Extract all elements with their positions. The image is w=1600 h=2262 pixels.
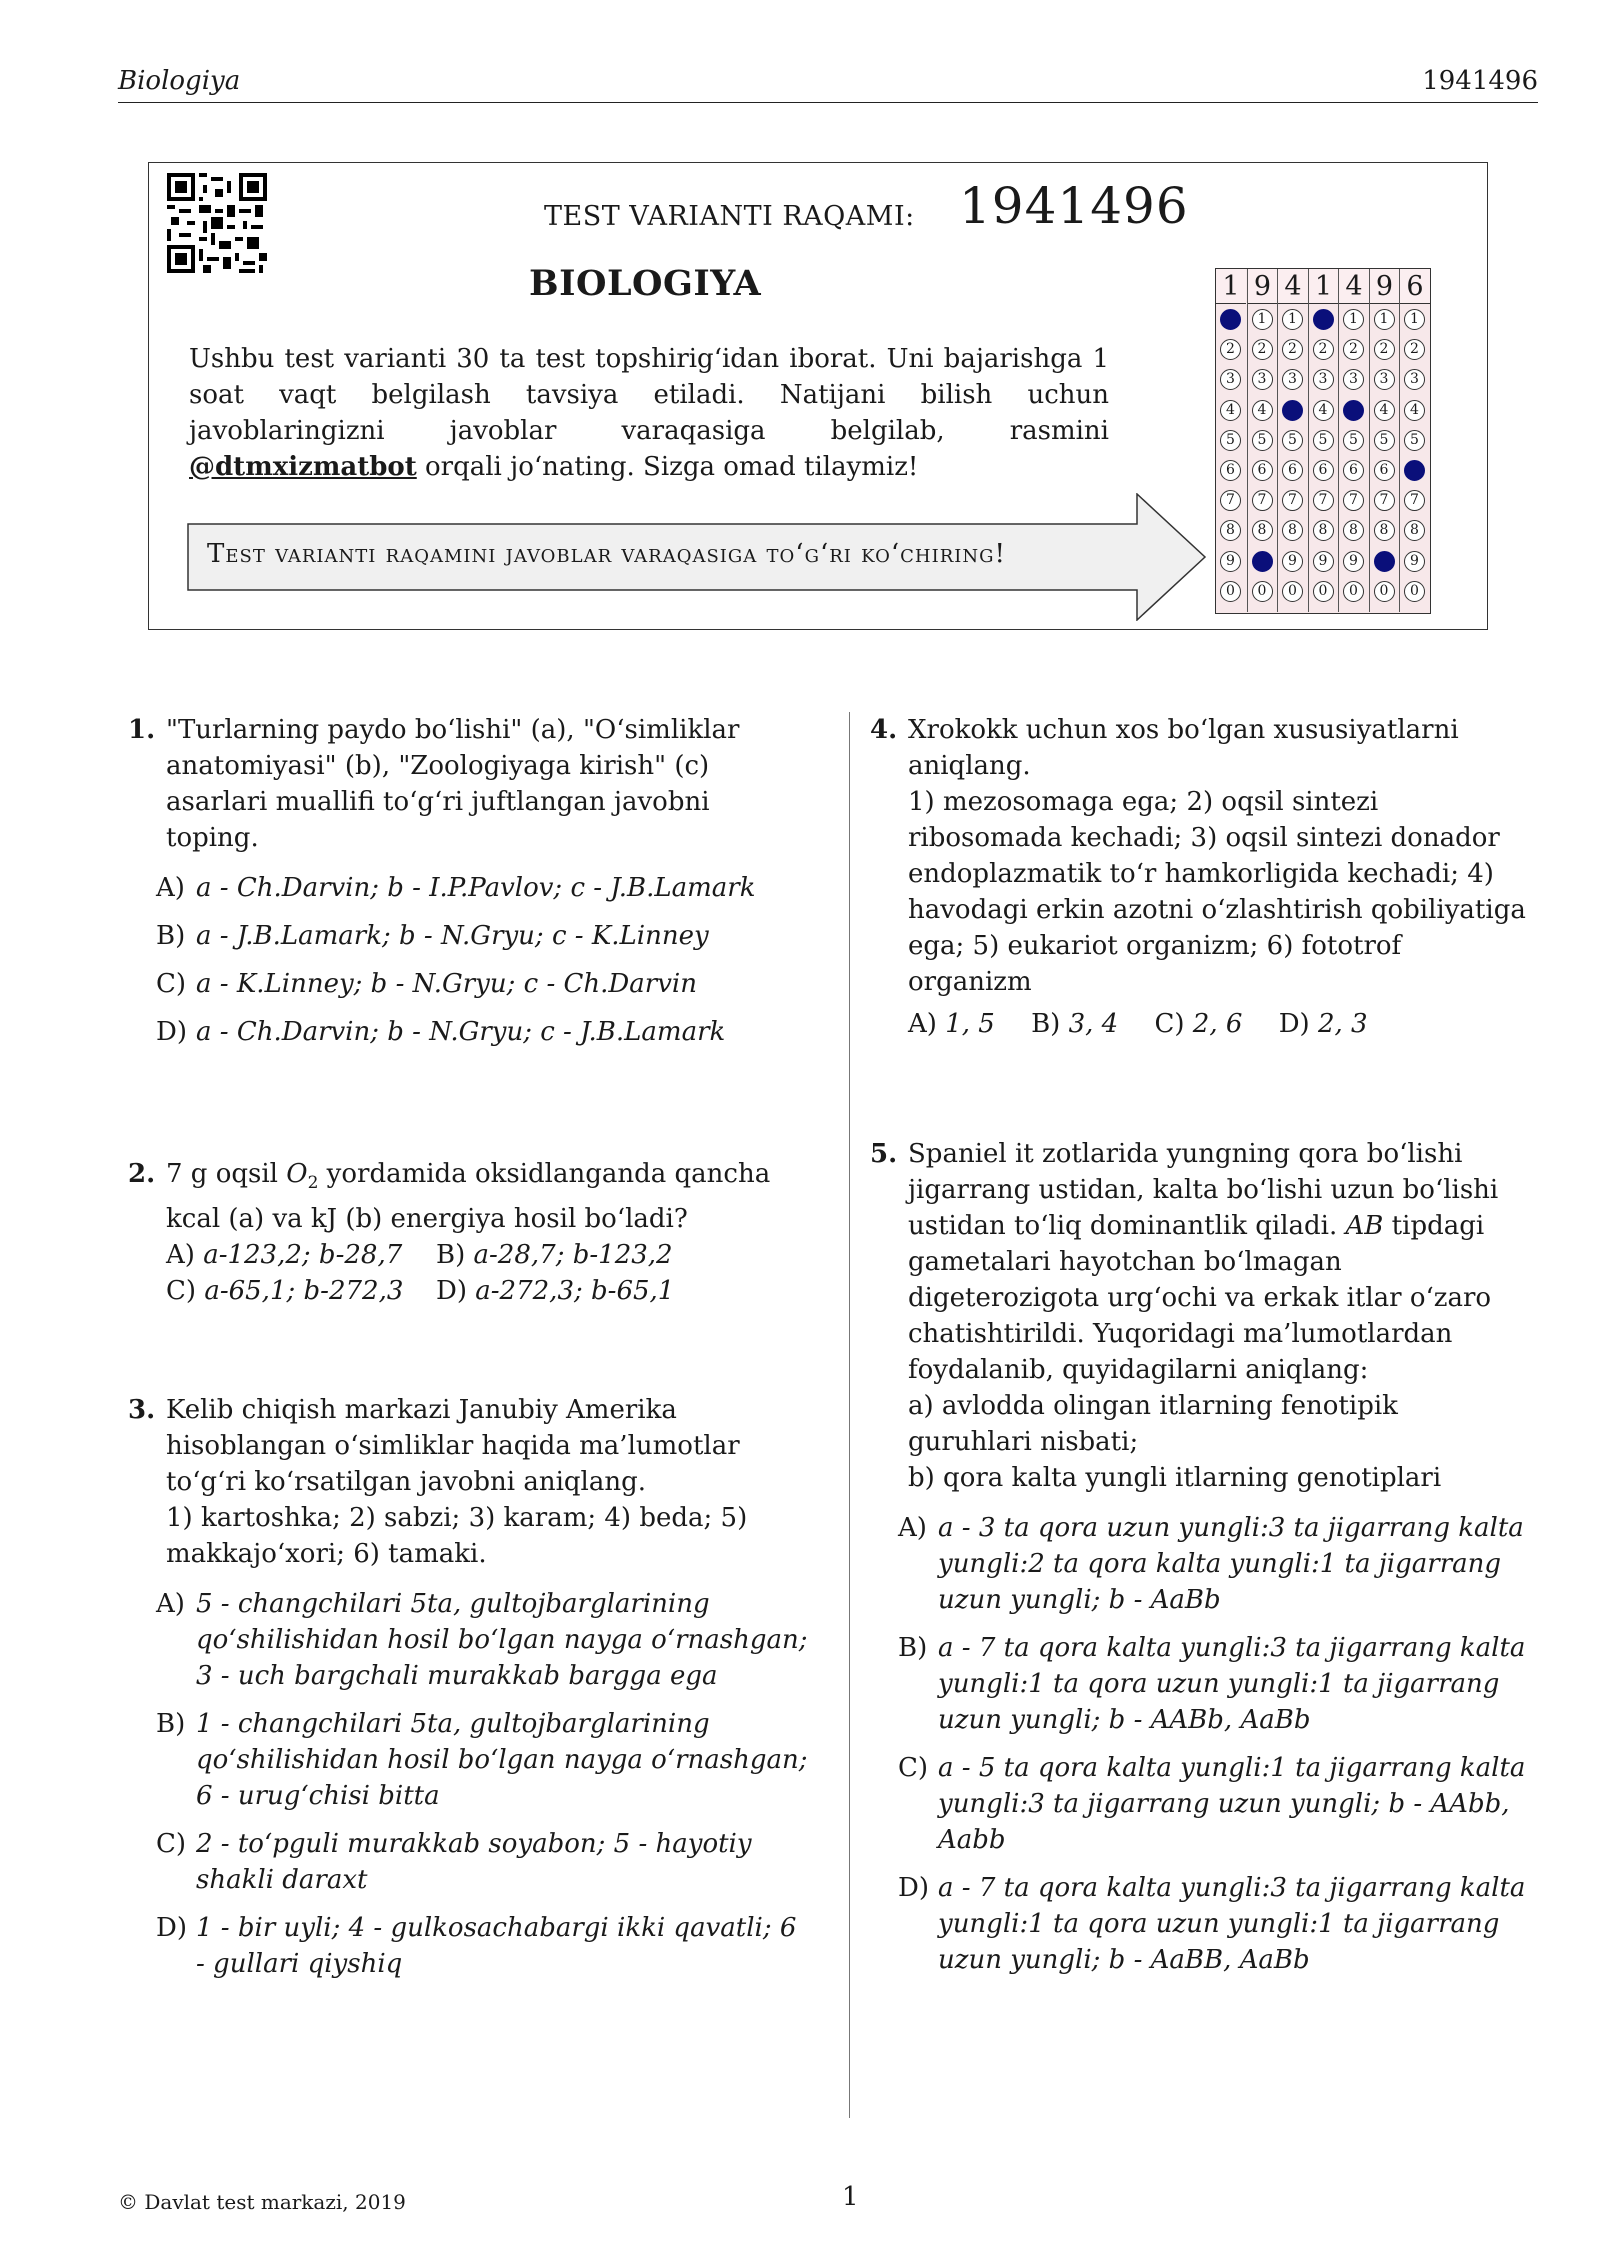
bubble: 6 bbox=[1282, 460, 1303, 481]
question-number: 3. bbox=[128, 1395, 156, 1425]
option-c[interactable]: C) 2, 6 bbox=[1154, 1009, 1243, 1039]
digit-header: 4 bbox=[1278, 269, 1308, 304]
bubble: 0 bbox=[1404, 581, 1425, 602]
option-c[interactable]: C) 2 - to‘pguli murakkab soyabon; 5 - hayotiy shakli daraxt bbox=[156, 1829, 752, 1895]
bubble: 8 bbox=[1374, 520, 1395, 541]
option-b[interactable]: B) 3, 4 bbox=[1031, 1009, 1119, 1039]
digit-header: 1 bbox=[1216, 269, 1246, 304]
question-text: "Turlarning paydo bo‘lishi" (a), "O‘simliklar anatomiyasi" (b), "Zoologiyaga kirish" (c) asarlari muallifi to‘g‘ri juftlangan javobni toping. bbox=[166, 715, 740, 853]
digit-header: 6 bbox=[1400, 269, 1430, 304]
bubble: 6 bbox=[1313, 460, 1334, 481]
bubble: 2 bbox=[1343, 339, 1364, 360]
formula: O bbox=[286, 1159, 308, 1189]
header-subject: Biologiya bbox=[118, 66, 241, 96]
bubble-filled bbox=[1343, 400, 1364, 421]
digit-column bbox=[1369, 269, 1399, 612]
column-divider bbox=[849, 712, 850, 2118]
bubble: 3 bbox=[1343, 369, 1364, 390]
bubble: 8 bbox=[1404, 520, 1425, 541]
bubble: 0 bbox=[1313, 581, 1334, 602]
digit-header: 4 bbox=[1339, 269, 1369, 304]
question-2 bbox=[128, 1156, 808, 1309]
option-a[interactable]: A) 5 - changchilari 5ta, gultojbarglarining qo‘shilishidan hosil bo‘lgan nayga o‘rnashgan; 3 - uch bargchali murakkab bargga ega bbox=[156, 1589, 808, 1691]
option-a[interactable]: A) 1, 5 bbox=[908, 1009, 995, 1039]
bubble: 4 bbox=[1313, 400, 1334, 421]
bubble: 8 bbox=[1343, 520, 1364, 541]
bubble: 0 bbox=[1343, 581, 1364, 602]
bubble-filled bbox=[1374, 551, 1395, 572]
bubble: 1 bbox=[1374, 309, 1395, 330]
telegram-bot-link[interactable]: @dtmxizmatbot bbox=[189, 452, 417, 482]
qr-code-icon bbox=[167, 173, 267, 273]
bubble: 9 bbox=[1404, 551, 1425, 572]
digit-header: 1 bbox=[1309, 269, 1339, 304]
bubble: 6 bbox=[1220, 460, 1241, 481]
bubble: 1 bbox=[1343, 309, 1364, 330]
bubble: 7 bbox=[1252, 490, 1273, 511]
bubble: 9 bbox=[1343, 551, 1364, 572]
option-d[interactable]: D) a - 7 ta qora kalta yungli:3 ta jigarrang kalta yungli:1 ta qora uzun yungli:1 ta jigarrang uzun yungli; b - AaBB, AaBb bbox=[898, 1873, 1526, 1975]
bubble: 4 bbox=[1220, 400, 1241, 421]
option-b[interactable]: B) a-28,7; b-123,2 bbox=[436, 1240, 673, 1271]
digit-column bbox=[1308, 269, 1338, 612]
bubble-filled bbox=[1220, 309, 1241, 330]
option-b[interactable]: B) 1 - changchilari 5ta, gultojbarglarining qo‘shilishidan hosil bo‘lgan nayga o‘rnashgan; 6 - urug‘chisi bitta bbox=[156, 1709, 808, 1811]
digit-column bbox=[1338, 269, 1368, 612]
bubble: 7 bbox=[1404, 490, 1425, 511]
bubble-filled bbox=[1252, 551, 1273, 572]
genotype: AB bbox=[1345, 1211, 1384, 1241]
variant-bubble-grid bbox=[1215, 268, 1431, 614]
bubble: 5 bbox=[1282, 430, 1303, 451]
option-c[interactable]: C) a - K.Linney; b - N.Gryu; c - Ch.Darvin bbox=[156, 969, 697, 999]
option-c[interactable]: C) a - 5 ta qora kalta yungli:1 ta jigarrang kalta yungli:3 ta jigarrang uzun yungli; b - AAbb, Aabb bbox=[898, 1753, 1526, 1855]
bubble: 2 bbox=[1282, 339, 1303, 360]
question-number: 4. bbox=[870, 715, 898, 745]
question-4 bbox=[870, 712, 1530, 1042]
bubble: 5 bbox=[1313, 430, 1334, 451]
footer-copyright: © Davlat test markazi, 2019 bbox=[118, 2190, 406, 2214]
bubble: 9 bbox=[1282, 551, 1303, 572]
question-number: 5. bbox=[870, 1139, 898, 1169]
bubble: 3 bbox=[1220, 369, 1241, 390]
question-list: 1) kartoshka; 2) sabzi; 3) karam; 4) beda; 5) makkajo‘xori; 6) tamaki. bbox=[166, 1503, 748, 1569]
bubble: 6 bbox=[1252, 460, 1273, 481]
question-text: 7 g oqsil $O_2$ yordamida oksidlanganda qancha kcal (a) va kJ (b) energiya hosil bo‘ladi? bbox=[166, 1159, 771, 1235]
bubble: 0 bbox=[1374, 581, 1395, 602]
option-a[interactable]: A) a-123,2; b-28,7 bbox=[166, 1240, 403, 1271]
question-text: Spaniel it zotlarida yungning qora bo‘lishi jigarrang ustidan, kalta bo‘lishi uzun bo‘lishi ustidan to‘liq dominantlik qiladi. AB tipdagi gametalari hayotchan bo‘lmagan digeterozigota urg‘ochi va erkak itlar o‘zaro chatishtirildi. Yuqoridagi ma’lumotlardan foydalanib, quyidagilarni aniqlang: bbox=[908, 1139, 1499, 1385]
bubble: 9 bbox=[1220, 551, 1241, 572]
bubble: 3 bbox=[1374, 369, 1395, 390]
bubble: 7 bbox=[1313, 490, 1334, 511]
bubble: 3 bbox=[1313, 369, 1334, 390]
bubble: 8 bbox=[1252, 520, 1273, 541]
bubble: 2 bbox=[1252, 339, 1273, 360]
header-variant: 1941496 bbox=[1422, 66, 1538, 96]
digit-column bbox=[1277, 269, 1307, 612]
bubble: 1 bbox=[1282, 309, 1303, 330]
option-d[interactable]: D) 2, 3 bbox=[1278, 1009, 1368, 1039]
option-a[interactable]: A) a - 3 ta qora uzun yungli:3 ta jigarrang kalta yungli:2 ta qora kalta yungli:1 ta jigarrang uzun yungli; b - AaBb bbox=[898, 1513, 1524, 1615]
bubble: 6 bbox=[1343, 460, 1364, 481]
bubble: 3 bbox=[1282, 369, 1303, 390]
page-header bbox=[118, 62, 1538, 103]
bubble: 7 bbox=[1220, 490, 1241, 511]
bubble: 1 bbox=[1252, 309, 1273, 330]
bubble: 6 bbox=[1374, 460, 1395, 481]
bubble: 5 bbox=[1374, 430, 1395, 451]
bubble: 0 bbox=[1220, 581, 1241, 602]
option-b[interactable]: B) a - J.B.Lamark; b - N.Gryu; c - K.Linney bbox=[156, 921, 709, 951]
subject-title: BIOLOGIYA bbox=[529, 263, 762, 304]
bubble: 8 bbox=[1282, 520, 1303, 541]
question-list: 1) mezosomaga ega; 2) oqsil sintezi ribosomada kechadi; 3) oqsil sintezi donador endoplazmatik to‘r hamkorligida kechadi; 4) havodagi erkin azotni o‘zlashtirish qobiliyatiga ega; 5) eukariot organizm; 6) fototrof organizm bbox=[908, 787, 1526, 997]
bubble: 7 bbox=[1374, 490, 1395, 511]
question-3 bbox=[128, 1392, 808, 1982]
option-c[interactable]: C) a-65,1; b-272,3 bbox=[166, 1276, 404, 1307]
bubble: 3 bbox=[1404, 369, 1425, 390]
digit-header: 9 bbox=[1370, 269, 1400, 304]
bubble: 8 bbox=[1313, 520, 1334, 541]
arrow-instruction: Test varianti raqamini javoblar varaqasiga to‘g‘ri ko‘chiring! bbox=[207, 539, 1006, 569]
page-number: 1 bbox=[842, 2182, 859, 2212]
question-number: 2. bbox=[128, 1159, 156, 1189]
question-text: Kelib chiqish markazi Janubiy Amerika hisoblangan o‘simliklar haqida ma’lumotlar to‘g‘ri ko‘rsatilgan javobni aniqlang. bbox=[166, 1395, 740, 1497]
bubble: 5 bbox=[1404, 430, 1425, 451]
question-part-b: b) qora kalta yungli itlarning genotiplari bbox=[908, 1463, 1442, 1493]
bubble: 9 bbox=[1313, 551, 1334, 572]
question-text: Xrokokk uchun xos bo‘lgan xususiyatlarni aniqlang. bbox=[908, 715, 1459, 781]
bubble: 8 bbox=[1220, 520, 1241, 541]
question-part-a: a) avlodda olingan itlarning fenotipik guruhlari nisbati; bbox=[908, 1391, 1398, 1457]
bubble: 5 bbox=[1220, 430, 1241, 451]
bubble: 1 bbox=[1404, 309, 1425, 330]
bubble: 4 bbox=[1252, 400, 1273, 421]
bubble: 0 bbox=[1252, 581, 1273, 602]
intro-text: Ushbu test varianti 30 ta test topshirig‘idan iborat. Uni bajarishga 1 soat vaqt belgilash tavsiya etiladi. Natijani bilish uchun javoblaringizni javoblar varaqasiga belgilab, rasmini @dtmxizmatbot orqali jo‘nating. Sizga omad tilaymiz! bbox=[189, 344, 1109, 482]
bubble: 5 bbox=[1343, 430, 1364, 451]
variant-label: TEST VARIANTI RAQAMI: bbox=[544, 201, 915, 232]
bubble-filled bbox=[1282, 400, 1303, 421]
option-d[interactable]: D) a - Ch.Darvin; b - N.Gryu; c - J.B.Lamark bbox=[156, 1017, 726, 1047]
bubble: 2 bbox=[1374, 339, 1395, 360]
bubble-filled bbox=[1313, 309, 1334, 330]
bubble: 7 bbox=[1343, 490, 1364, 511]
bubble: 4 bbox=[1404, 400, 1425, 421]
digit-column bbox=[1399, 269, 1429, 612]
bubble: 2 bbox=[1220, 339, 1241, 360]
bubble: 4 bbox=[1374, 400, 1395, 421]
question-5 bbox=[870, 1136, 1530, 1978]
bubble-filled bbox=[1404, 460, 1425, 481]
option-d[interactable]: D) 1 - bir uyli; 4 - gulkosachabargi ikki qavatli; 6 - gullari qiyshiq bbox=[156, 1913, 797, 1979]
digit-column bbox=[1216, 269, 1246, 612]
bubble: 7 bbox=[1282, 490, 1303, 511]
bubble: 0 bbox=[1282, 581, 1303, 602]
question-1 bbox=[128, 712, 808, 1062]
bubble: 2 bbox=[1313, 339, 1334, 360]
option-d[interactable]: D) a-272,3; b-65,1 bbox=[436, 1276, 675, 1307]
option-a[interactable]: A) a - Ch.Darvin; b - I.P.Pavlov; c - J.B.Lamark bbox=[156, 873, 756, 903]
digit-header: 9 bbox=[1248, 269, 1278, 304]
question-number: 1. bbox=[128, 715, 156, 745]
option-b[interactable]: B) a - 7 ta qora kalta yungli:3 ta jigarrang kalta yungli:1 ta qora uzun yungli:1 ta jigarrang uzun yungli; b - AABb, AaBb bbox=[898, 1633, 1526, 1735]
variant-number: 1941496 bbox=[959, 177, 1189, 235]
bubble: 2 bbox=[1404, 339, 1425, 360]
bubble: 5 bbox=[1252, 430, 1273, 451]
digit-column bbox=[1247, 269, 1277, 612]
bubble: 3 bbox=[1252, 369, 1273, 390]
